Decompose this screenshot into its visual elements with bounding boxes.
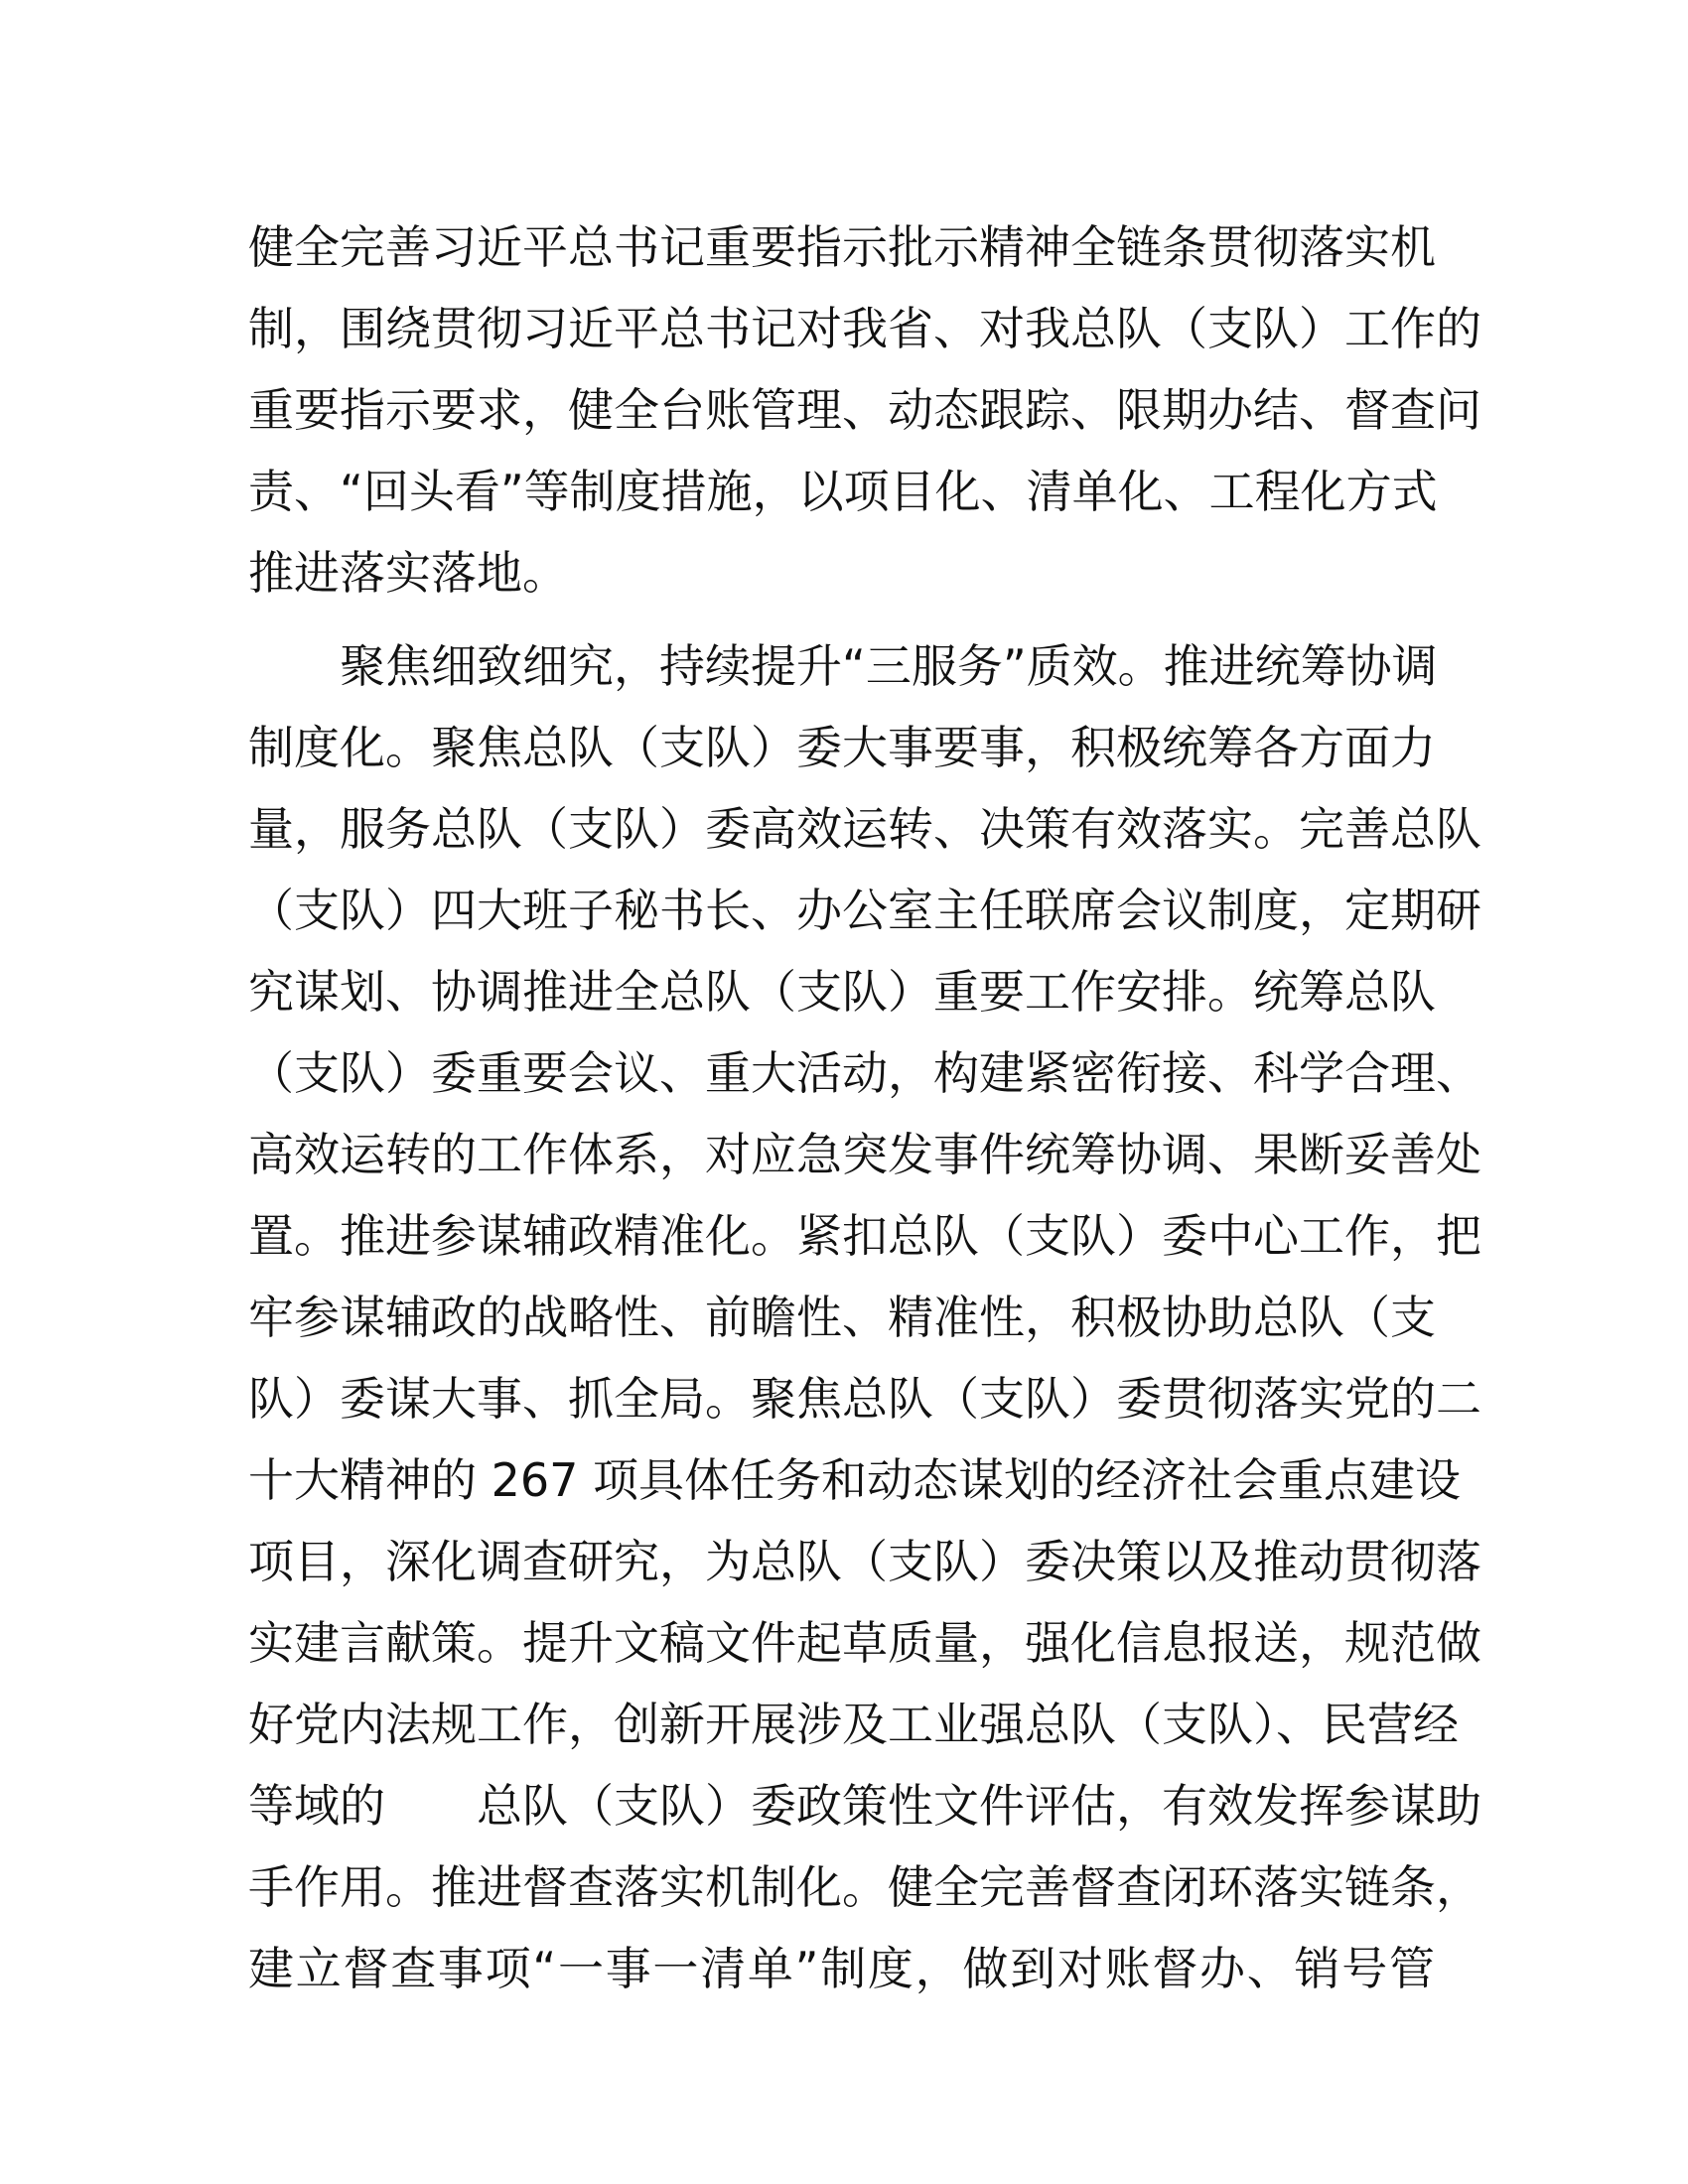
- text-line: 手作用。推进督查落实机制化。健全完善督查闭环落实链条，: [248, 1860, 1481, 1914]
- text-line: 牢参谋辅政的战略性、前瞻性、精准性，积极协助总队（支: [248, 1291, 1436, 1344]
- text-line: 推进落实落地。: [248, 546, 568, 600]
- text-line: 责、“回头看”等制度措施，以项目化、清单化、工程化方式: [248, 465, 1438, 518]
- text-fragment: 总队（支队）委政策性文件评估，有效发挥参谋助: [477, 1779, 1481, 1833]
- document-body: [248, 206, 1481, 2009]
- text-line-split: [248, 1765, 1481, 1846]
- text-line: 高效运转的工作体系，对应急突发事件统筹协调、果断妥善处: [248, 1128, 1481, 1181]
- paragraph-gap: [248, 614, 1435, 625]
- text-line: （支队）四大班子秘书长、办公室主任联席会议制度，定期研: [248, 884, 1481, 937]
- paragraph-2: [248, 625, 1481, 2009]
- text-line: 项目，深化调查研究，为总队（支队）委决策以及推动贯彻落: [248, 1535, 1481, 1588]
- text-line: 十大精神的 267 项具体任务和动态谋划的经济社会重点建设: [248, 1453, 1462, 1507]
- text-line: 好党内法规工作，创新开展涉及工业强总队（支队）、民营经: [248, 1698, 1459, 1751]
- text-line: 聚焦细致细究，持续提升“三服务”质效。推进统筹协调: [340, 639, 1438, 693]
- text-line: 置。推进参谋辅政精准化。紧扣总队（支队）委中心工作，把: [248, 1209, 1481, 1263]
- paragraph-1: [248, 206, 1481, 614]
- text-line: 制度化。聚焦总队（支队）委大事要事，积极统筹各方面力: [248, 721, 1436, 774]
- text-line: 量，服务总队（支队）委高效运转、决策有效落实。完善总队: [248, 802, 1481, 856]
- text-line: 健全完善习近平总书记重要指示批示精神全链条贯彻落实机: [248, 220, 1436, 274]
- text-line: 重要指示要求，健全台账管理、动态跟踪、限期办结、督查问: [248, 383, 1481, 437]
- text-line: 实建言献策。提升文稿文件起草质量，强化信息报送，规范做: [248, 1616, 1481, 1670]
- text-line: 制，围绕贯彻习近平总书记对我省、对我总队（支队）工作的: [248, 302, 1481, 355]
- text-line: 究谋划、协调推进全总队（支队）重要工作安排。统筹总队: [248, 965, 1436, 1019]
- text-line: （支队）委重要会议、重大活动，构建紧密衔接、科学合理、: [248, 1046, 1481, 1100]
- text-fragment: 等域的: [248, 1779, 385, 1833]
- text-line: 队）委谋大事、抓全局。聚焦总队（支队）委贯彻落实党的二: [248, 1372, 1481, 1426]
- text-line: 建立督查事项“一事一清单”制度，做到对账督办、销号管: [248, 1942, 1435, 1995]
